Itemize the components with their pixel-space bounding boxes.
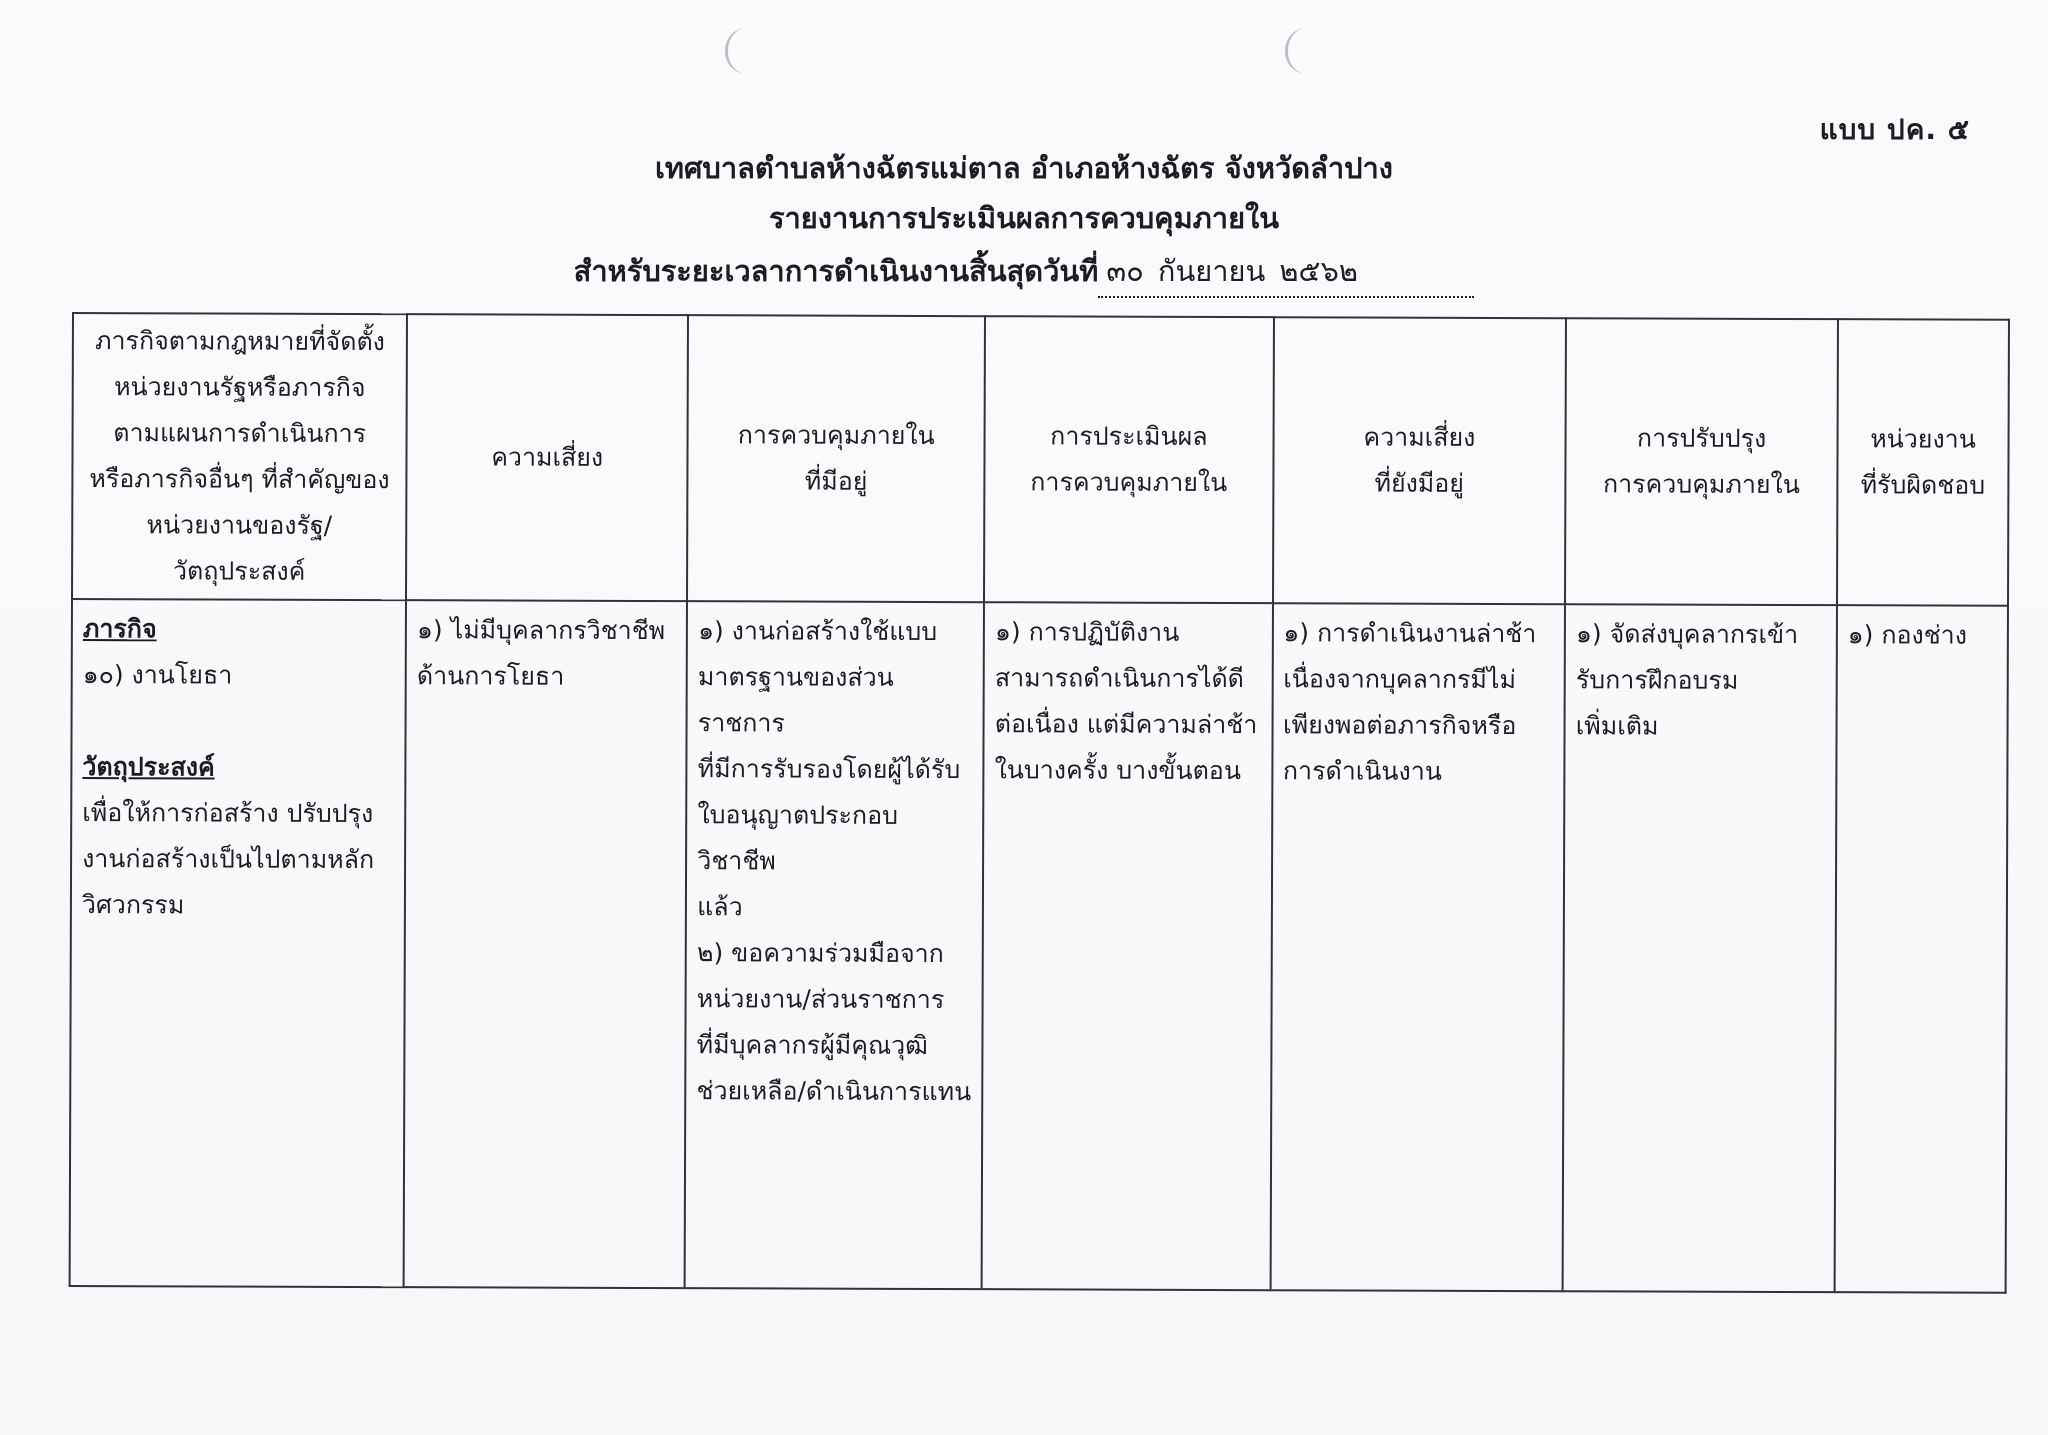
header-line: ความเสี่ยง xyxy=(491,442,604,472)
date-day: ๓๐ xyxy=(1106,254,1144,288)
date-year: ๒๕๖๒ xyxy=(1279,254,1358,288)
cell-remaining-risk xyxy=(1270,603,1565,1291)
control-line: ๒) ขอความร่วมมือจาก xyxy=(696,938,944,969)
control-line: หน่วยงาน/ส่วนราชการ xyxy=(696,984,945,1015)
control-line: ที่มีการรับรองโดยผู้ได้รับ xyxy=(697,754,961,785)
header-line: หน่วยงานรัฐหรือภารกิจ xyxy=(114,372,366,403)
cell-existing-control xyxy=(685,601,984,1289)
header-line: การควบคุมภายใน xyxy=(1602,469,1800,500)
control-line: ช่วยเหลือ/ดำเนินการแทน xyxy=(696,1076,972,1107)
remaining-risk-line: เนื่องจากบุคลากรมีไม่ xyxy=(1283,664,1517,695)
spacer xyxy=(82,698,394,745)
evaluation-line: สามารถดำเนินการได้ดี xyxy=(994,663,1244,694)
header-line: ที่มีอยู่ xyxy=(804,466,868,496)
header-line: ที่รับผิดชอบ xyxy=(1860,470,1986,500)
org-title: เทศบาลตำบลห้างฉัตรแม่ตาล อำเภอห้างฉัตร จังหวัดลำปาง xyxy=(655,151,1393,185)
header-line: ตามแผนการดำเนินการ xyxy=(113,418,367,449)
header-line: หน่วยงาน xyxy=(1870,424,1976,454)
table-row xyxy=(70,599,2008,1293)
report-title: รายงานการประเมินผลการควบคุมภายใน xyxy=(768,201,1280,235)
punch-hole-mark-right xyxy=(1285,28,1310,74)
evaluation-line: ในบางครั้ง บางขั้นตอน xyxy=(994,755,1242,786)
control-line: ๑) งานก่อสร้างใช้แบบ xyxy=(698,616,938,647)
objective-line: เพื่อให้การก่อสร้าง ปรับปรุง xyxy=(82,798,374,829)
column-header-improvement xyxy=(1565,318,1838,605)
header-line: ความเสี่ยง xyxy=(1363,422,1476,452)
header-line: ภารกิจตามกฎหมายที่จัดตั้ง xyxy=(95,326,385,357)
column-header-evaluation xyxy=(984,316,1273,603)
date-month: กันยายน xyxy=(1157,254,1266,288)
header-line: การควบคุมภายใน xyxy=(1030,467,1228,498)
objective-line: งานก่อสร้างเป็นไปตามหลัก xyxy=(82,844,375,875)
evaluation-line: ๑) การปฏิบัติงาน xyxy=(995,617,1180,647)
risk-assessment-table xyxy=(69,312,2010,1294)
cell-evaluation xyxy=(982,602,1273,1290)
objective-line: วิศวกรรม xyxy=(81,890,185,920)
table-header-row xyxy=(72,313,2009,606)
responsible-line: ๑) กองช่าง xyxy=(1847,620,1967,650)
remaining-risk-line: ๑) การดำเนินงานล่าช้า xyxy=(1283,618,1537,649)
header-line: หน่วยงานของรัฐ/วัตถุประสงค์ xyxy=(146,510,333,586)
column-header-remaining-risk xyxy=(1273,317,1567,604)
header-line: การปรับปรุง xyxy=(1636,423,1767,453)
remaining-risk-line: การดำเนินงาน xyxy=(1282,756,1442,786)
mission-heading: ภารกิจ xyxy=(82,614,157,644)
report-end-date xyxy=(1098,248,1474,298)
control-line: ใบอนุญาตประกอบวิชาชีพ xyxy=(697,800,899,876)
report-period xyxy=(0,248,2048,298)
mission-item: ๑๐) งานโยธา xyxy=(82,660,233,690)
remaining-risk-line: เพียงพอต่อภารกิจหรือ xyxy=(1283,710,1517,741)
column-header-risk xyxy=(406,314,688,601)
cell-mission xyxy=(70,599,407,1287)
punch-hole-mark-left xyxy=(725,28,750,74)
header-line: การควบคุมภายใน xyxy=(737,420,935,451)
report-period-label: สำหรับระยะเวลาการดำเนินงานสิ้นสุดวันที่ xyxy=(573,254,1099,288)
evaluation-line: ต่อเนื่อง แต่มีความล่าช้า xyxy=(994,709,1258,740)
control-line: มาตรฐานของส่วนราชการ xyxy=(697,662,894,738)
header-line: การประเมินผล xyxy=(1050,421,1208,451)
risk-line: ๑) ไม่มีบุคลากรวิชาชีพ xyxy=(417,615,666,646)
column-header-mission xyxy=(72,313,407,600)
cell-risk xyxy=(404,600,687,1288)
improvement-line: เพิ่มเติม xyxy=(1575,711,1659,741)
cell-responsible xyxy=(1835,605,2008,1293)
cell-improvement xyxy=(1563,604,1837,1292)
column-header-responsible xyxy=(1837,319,2009,606)
risk-line: ด้านการโยธา xyxy=(416,661,565,691)
control-line: แล้ว xyxy=(697,892,743,922)
improvement-line: ๑) จัดส่งบุคลากรเข้า xyxy=(1575,619,1799,650)
control-line: ที่มีบุคลากรผู้มีคุณวุฒิ xyxy=(696,1030,928,1060)
objective-heading: วัตถุประสงค์ xyxy=(82,752,215,782)
header-line: ที่ยังมีอยู่ xyxy=(1374,468,1465,498)
header-line: หรือภารกิจอื่นๆ ที่สำคัญของ xyxy=(89,464,390,495)
improvement-line: รับการฝึกอบรม xyxy=(1575,665,1739,695)
form-code: แบบ ปค. ๕ xyxy=(1819,113,1970,146)
column-header-existing-control xyxy=(687,315,985,602)
